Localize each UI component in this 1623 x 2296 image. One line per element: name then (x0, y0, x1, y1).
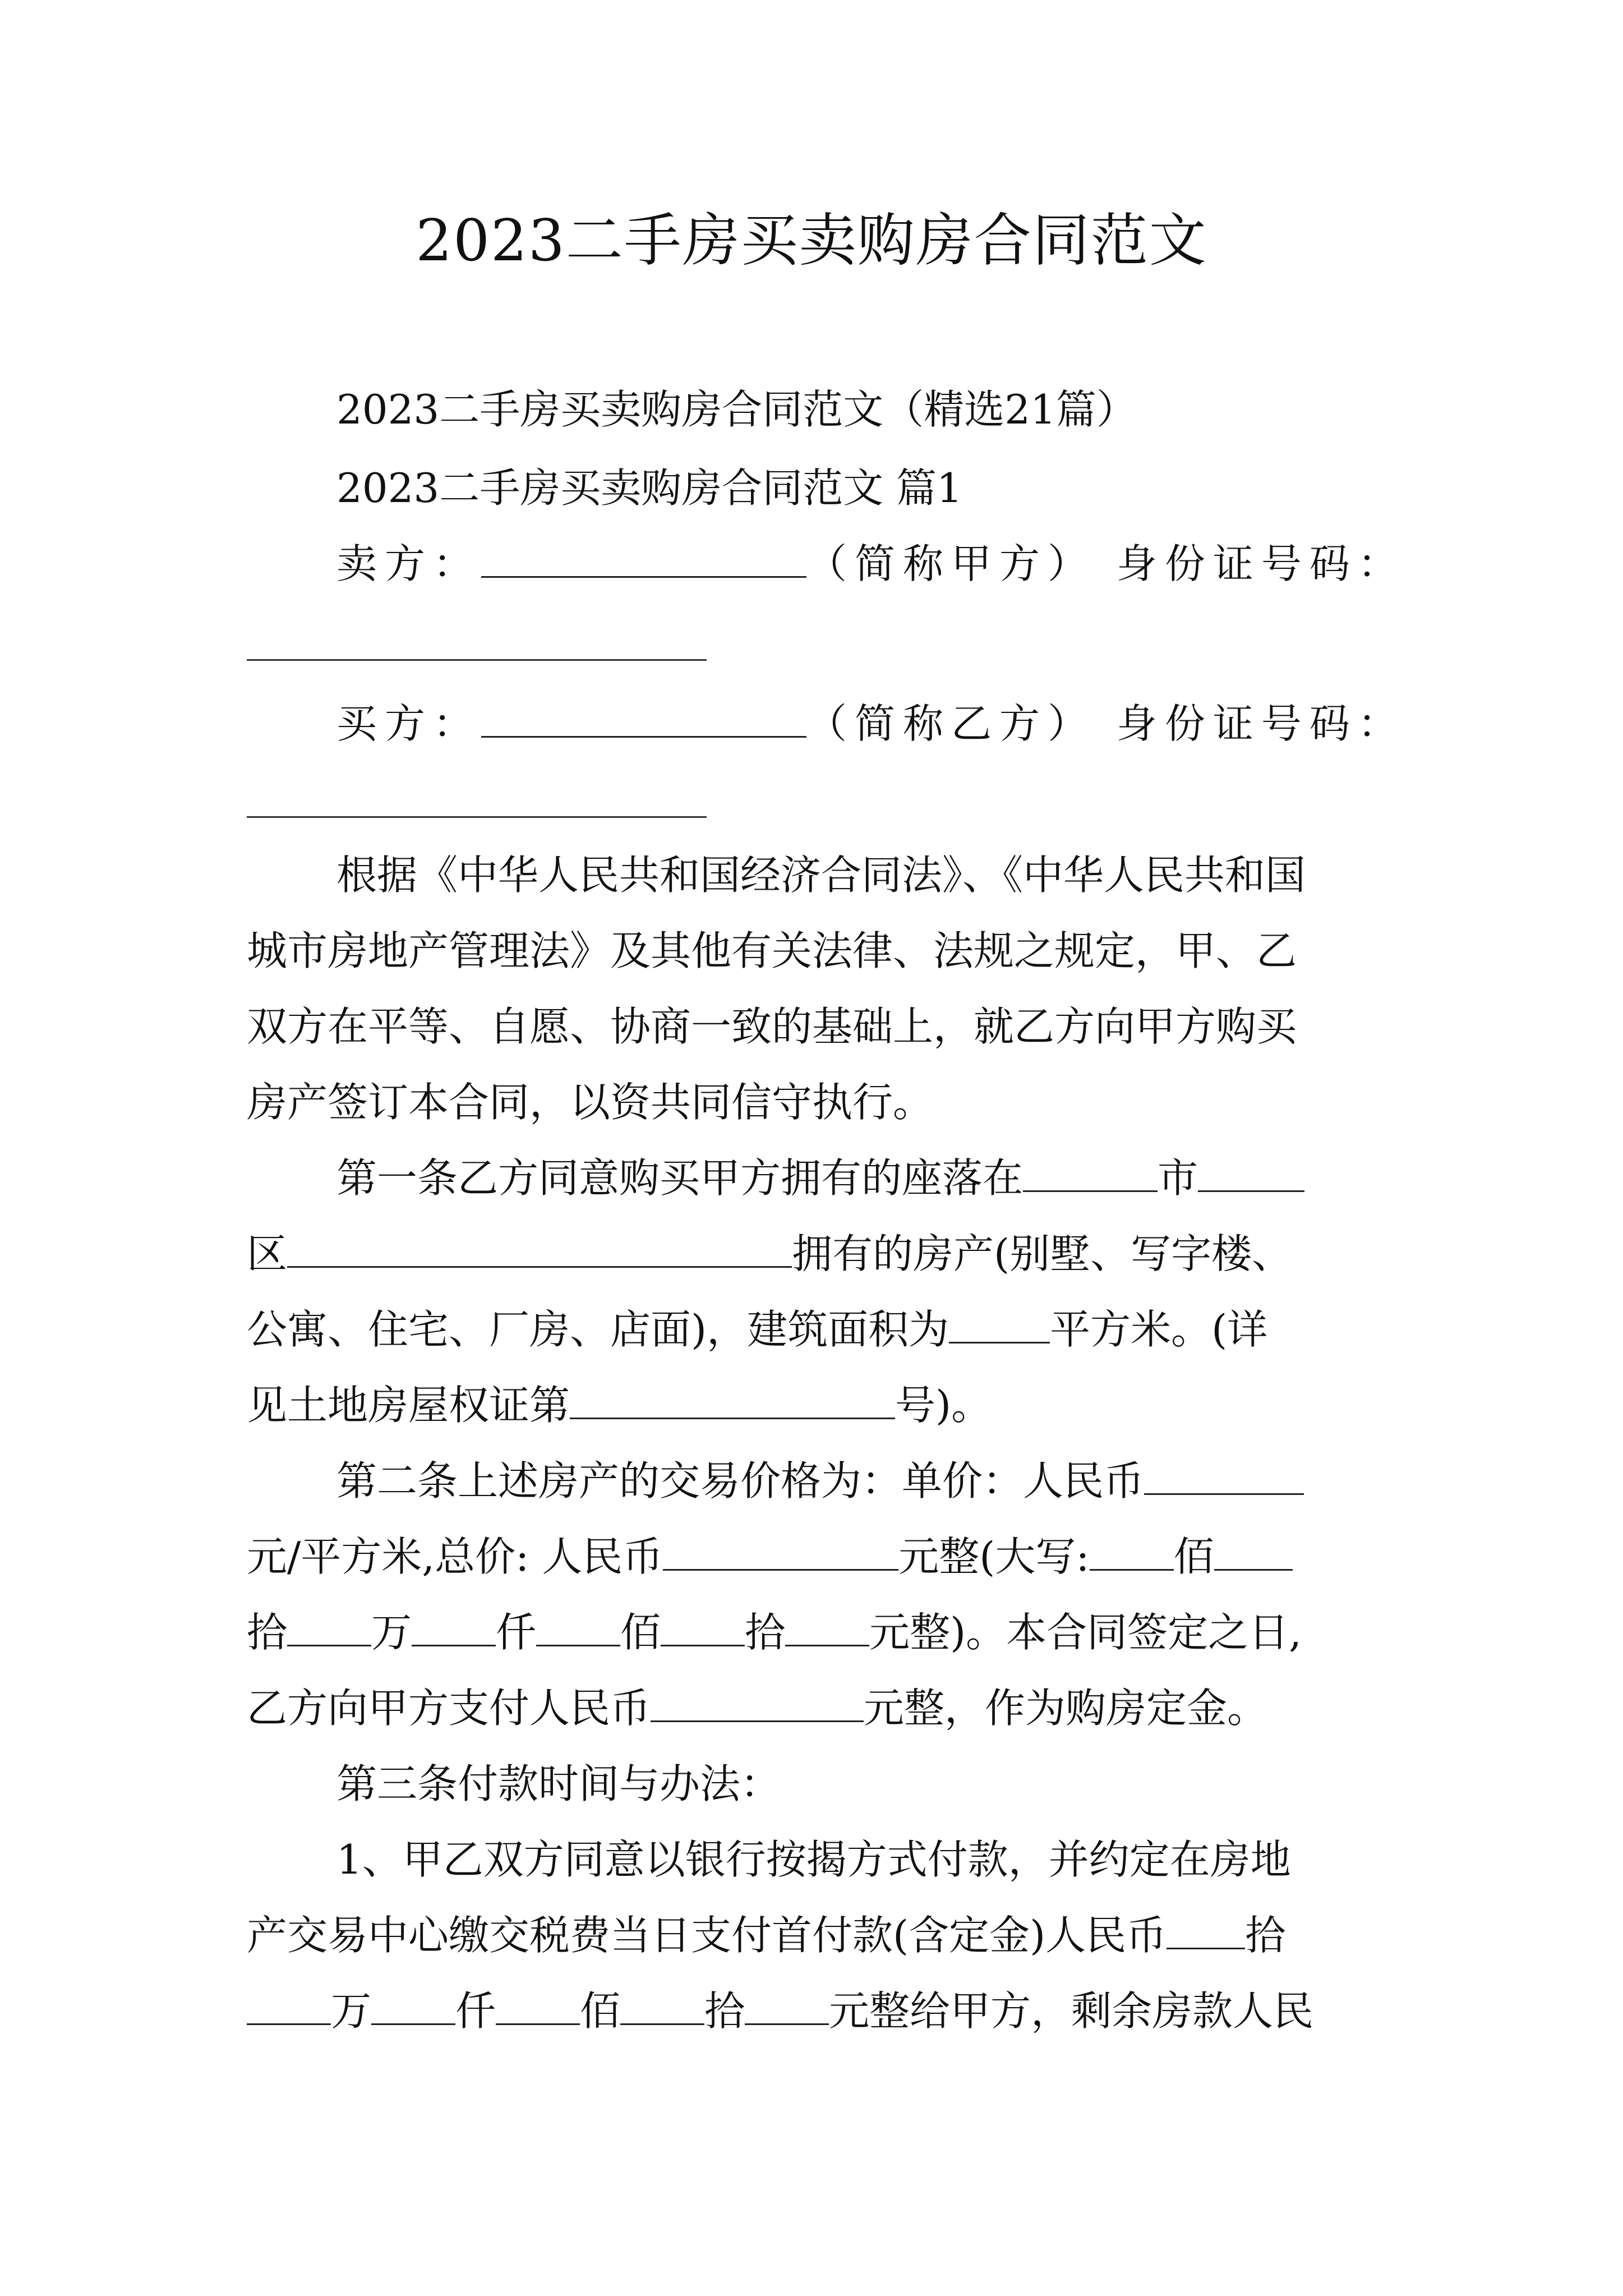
city-blank-2[interactable] (1198, 1151, 1304, 1192)
amount-blank[interactable] (1214, 1530, 1293, 1571)
buyer-line (336, 696, 1406, 752)
article2-text: 元整)。本合同签定之日, (869, 1609, 1302, 1656)
article3-text: 仟 (455, 1987, 496, 2035)
section-heading: 2023二手房买卖购房合同范文 篇1 (336, 464, 962, 512)
district-blank[interactable] (287, 1227, 792, 1268)
article3-text: 万 (331, 1987, 372, 2035)
para1-line: 双方在平等、自愿、协商一致的基础上，就乙方向甲方购买 (247, 1003, 1297, 1050)
amount-blank[interactable] (745, 1984, 829, 2025)
district-label: 区 (247, 1230, 288, 1277)
article1-text: 第一条乙方同意购买甲方拥有的座落在 (336, 1154, 1023, 1202)
article2-text: 仟 (496, 1609, 537, 1656)
amount-blank[interactable] (620, 1984, 704, 2025)
article3-text: 产交易中心缴交税费当日支付首付款(含定金)人民币 (247, 1912, 1167, 1959)
city-label: 市 (1158, 1154, 1198, 1202)
seller-id-blank[interactable] (247, 659, 707, 661)
article3-text: 拾 (1245, 1912, 1286, 1959)
para1-line: 城市房地产管理法》及其他有关法律、法规之规定，甲、乙 (247, 927, 1297, 974)
article1-line (247, 1301, 1391, 1358)
article2-line (247, 1529, 1391, 1585)
article1-text: 见土地房屋权证第 (247, 1382, 570, 1429)
article1-text: 号)。 (895, 1382, 992, 1429)
article2-text: 元整(大写: (898, 1533, 1090, 1580)
amount-blank[interactable] (785, 1605, 869, 1646)
buyer-id-label: 身份证号码： (1116, 700, 1406, 747)
area-blank[interactable] (949, 1303, 1050, 1343)
article1-text: 拥有的房产(别墅、写字楼、 (792, 1230, 1293, 1277)
total-price-blank[interactable] (663, 1530, 898, 1571)
certificate-blank[interactable] (570, 1378, 895, 1419)
amount-blank[interactable] (247, 1984, 331, 2025)
amount-blank[interactable] (287, 1605, 371, 1646)
amount-blank[interactable] (412, 1605, 496, 1646)
seller-line (336, 536, 1406, 592)
article2-text: 拾 (745, 1609, 786, 1656)
article3-text: 元整给甲方，剩余房款人民 (829, 1987, 1314, 2035)
article3-line: 1、甲乙双方同意以银行按揭方式付款，并约定在房地 (336, 1836, 1291, 1883)
amount-blank[interactable] (1166, 1908, 1245, 1949)
amount-blank[interactable] (1090, 1530, 1174, 1571)
city-blank[interactable] (1023, 1151, 1158, 1192)
article3-text: 佰 (580, 1987, 621, 2035)
article2-text: 拾 (247, 1609, 288, 1656)
article2-text: 佰 (1173, 1533, 1214, 1580)
article3-line (247, 1983, 1391, 2039)
buyer-label: 买方： (336, 700, 482, 747)
buyer-id-blank[interactable] (247, 816, 707, 818)
article2-line (336, 1453, 1391, 1509)
article1-text: 平方米。(详 (1050, 1306, 1268, 1353)
article2-text: 万 (371, 1609, 412, 1656)
amount-blank[interactable] (536, 1605, 620, 1646)
seller-id-label: 身份证号码： (1116, 540, 1406, 587)
para1-line: 房产签订本合同，以资共同信守执行。 (247, 1079, 934, 1126)
document-title: 2023二手房买卖购房合同范文 (416, 208, 1207, 274)
article2-text: 乙方向甲方支付人民币 (247, 1685, 651, 1732)
article1-line (336, 1150, 1391, 1206)
article3-line (247, 1907, 1391, 1963)
article2-text: 元整，作为购房定金。 (864, 1685, 1268, 1732)
amount-blank[interactable] (496, 1984, 580, 2025)
article2-text: 佰 (620, 1609, 661, 1656)
buyer-name-blank[interactable] (481, 697, 806, 738)
article2-text: 第二条上述房产的交易价格为：单价：人民币 (336, 1457, 1145, 1504)
seller-label: 卖方： (336, 540, 482, 587)
article2-text: 元/平方米,总价: 人民币 (247, 1533, 663, 1580)
article1-line (247, 1377, 1391, 1433)
subtitle: 2023二手房买卖购房合同范文（精选21篇） (336, 386, 1137, 433)
seller-abbr: （简称甲方） (806, 540, 1096, 587)
article2-line (247, 1604, 1391, 1660)
amount-blank[interactable] (661, 1605, 745, 1646)
seller-name-blank[interactable] (481, 537, 806, 578)
article1-line (247, 1226, 1391, 1282)
amount-blank[interactable] (371, 1984, 455, 2025)
para1-line: 根据《中华人民共和国经济合同法》、《中华人民共和国 (336, 852, 1306, 899)
article1-text: 公寓、住宅、厂房、店面)，建筑面积为 (247, 1306, 949, 1353)
buyer-abbr: （简称乙方） (806, 700, 1096, 747)
article3-title: 第三条付款时间与办法： (336, 1760, 781, 1807)
unit-price-blank[interactable] (1144, 1454, 1304, 1495)
article2-line (247, 1680, 1391, 1736)
deposit-blank[interactable] (651, 1681, 864, 1722)
article3-text: 拾 (704, 1987, 745, 2035)
